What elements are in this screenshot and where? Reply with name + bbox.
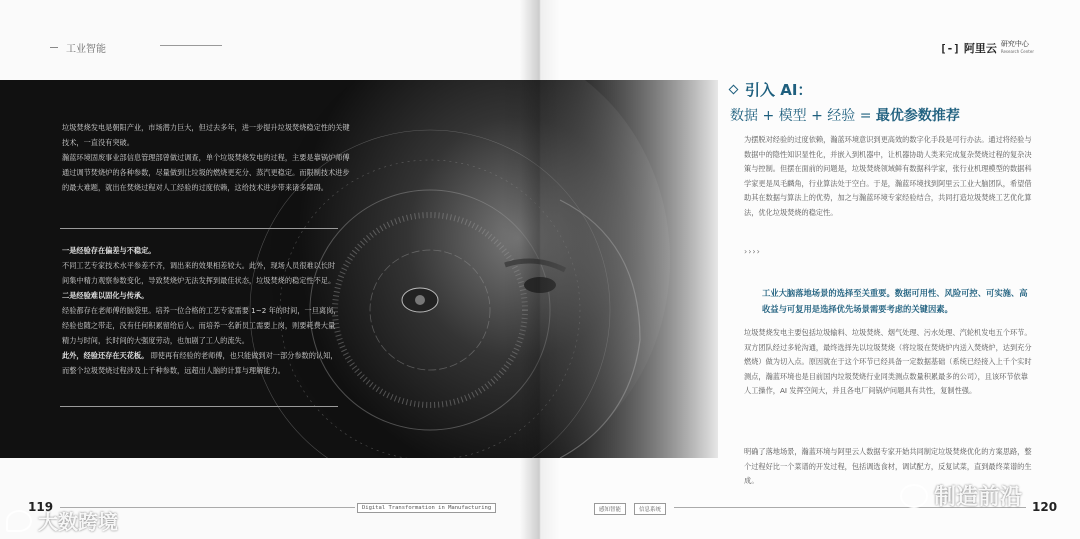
wechat-icon [900, 484, 928, 508]
highlight-quote: 工业大脑落地场景的选择至关重要。数据可用性、风险可控、可实施、高收益与可复用是选择优先场景需要考虑的关键因素。 [762, 288, 1028, 314]
diamond-icon [729, 85, 739, 95]
title-line-1: 引入 AI： [745, 81, 813, 99]
point-body: 经验都存在老师傅的脑袋里。培养一位合格的工艺专家需要 1~2 年的时间，一旦离岗，经验也随之带走，没有任何积累留给后人。而培养一名新员工需要上岗，则要耗费大量精力与时间，长时间的大强度劳动，也加剧了工人的流失。 [62, 306, 341, 345]
title-line-2-bold: 最优参数推荐 [875, 108, 960, 124]
section-title [730, 79, 960, 125]
robot-face-photo-panel [0, 80, 718, 458]
chevrons-icon: ›››› [744, 247, 761, 256]
page-number-right: 120 [1032, 500, 1058, 514]
logo-sub: 研究中心 [1000, 40, 1029, 48]
footer-tag-1: 感知智能 [594, 503, 626, 515]
watermark-right-text: 制造前沿 [934, 485, 1023, 510]
chat-bubble-icon [6, 510, 32, 532]
aliyun-research-logo [940, 40, 1034, 56]
watermark-right [900, 480, 1022, 511]
title-line-2-prefix: 数据 + 模型 + 经验 = [730, 108, 876, 124]
panel-divider [60, 406, 338, 407]
section-dash [50, 47, 58, 48]
points-text [62, 243, 342, 378]
section-rule [160, 45, 222, 46]
footer-label: Digital Transformation in Manufacturing [357, 503, 496, 513]
point-head: 二是经验难以固化与传承。 [62, 291, 149, 300]
section-tag [50, 40, 106, 55]
logo-sub-en: Research Center [1000, 49, 1034, 54]
point-body: 即使再有经验的老师傅，也只能做到对一部分参数的认知，而整个垃圾焚烧过程涉及上千种参数，远超出人脑的计算与理解能力。 [62, 351, 338, 375]
aliyun-logo-icon: [-] [940, 41, 960, 55]
intro-paragraph: 瀚蓝环境固废事业部信息管理部曾做过调查，单个垃圾焚烧发电的过程，主要是靠锅炉师傅通过调节焚烧炉的各种参数，尽量做到让垃圾的燃烧更充分、蒸汽更稳定。而限制技术进步的最大难题，就出在焚烧过程对人工经验的过度依赖，这给技术进步带来诸多障碍。 [62, 153, 350, 192]
paragraph-1: 为摆脱对经验的过度依赖，瀚蓝环境意识到更高效的数字化手段是可行办法。通过将经验与数据中的隐性知识显性化，并嵌入到机器中，让机器协助人类来完成复杂焚烧过程的复杂决策与控制。但摆在面前的问题是，垃圾焚烧领域鲜有数据科学家，张行业机理模型的数据科学家更是凤毛麟角，行业算法处于空白。于是，瀚蓝环境找到阿里云工业大脑团队，希望借助其在数据与算法上的优势，加之与瀚蓝环境专家经验结合，共同打造垃圾焚烧工艺优化算法，优化垃圾焚烧的稳定性。 [744, 135, 1032, 217]
footer-tag-2: 信息系统 [634, 503, 666, 515]
panel-divider [60, 228, 338, 229]
point-head: 一是经验存在偏差与不稳定。 [62, 246, 156, 255]
page-number-left: 119 [28, 500, 54, 514]
watermark-left [6, 506, 118, 535]
intro-text [62, 120, 352, 195]
paragraph-3: 明确了落地场景，瀚蓝环境与阿里云人数据专家开始共同制定垃圾焚烧优化的方案思路，整个过程好比一个菜谱的开发过程，包括调选食材，调试配方，反复试菜，直到最终菜谱的生成。 [744, 447, 1032, 485]
paragraph-2: 垃圾焚烧发电主要包括垃圾输料、垃圾焚烧、烟气处理、污水处理、汽轮机发电五个环节。双方团队经过多轮沟通，最终选择先以垃圾焚烧（将垃圾在焚烧炉内送入焚烧炉，达到充分燃烧）做为切入点。原因就在于这个环节已经具备一定数据基础（系统已经接入上千个实时测点，瀚蓝环境也是目前国内垃圾焚烧行业同类测点数量积累最多的公司），且该环节依靠人工操作，AI 发挥空间大，并且各电厂间锅炉问题具有共性，复制性强。 [744, 328, 1032, 395]
point-body: 不同工艺专家技术水平参差不齐，调出来的效果相差较大。此外，现场人员很难以长时间集中精力观察参数变化，导致焚烧炉无法发挥到最佳状态，垃圾焚烧的稳定性不足。 [62, 261, 336, 285]
point-head: 此外，经验还存在天花板。 [62, 351, 149, 360]
intro-paragraph: 垃圾焚烧发电是朝阳产业，市场潜力巨大，但过去多年，进一步提升垃圾焚烧稳定性的关键技术，一直没有突破。 [62, 123, 350, 147]
logo-text: 阿里云 [963, 42, 997, 55]
section-tag-label: 工业智能 [66, 44, 106, 55]
watermark-left-text: 大数跨境 [38, 510, 118, 534]
